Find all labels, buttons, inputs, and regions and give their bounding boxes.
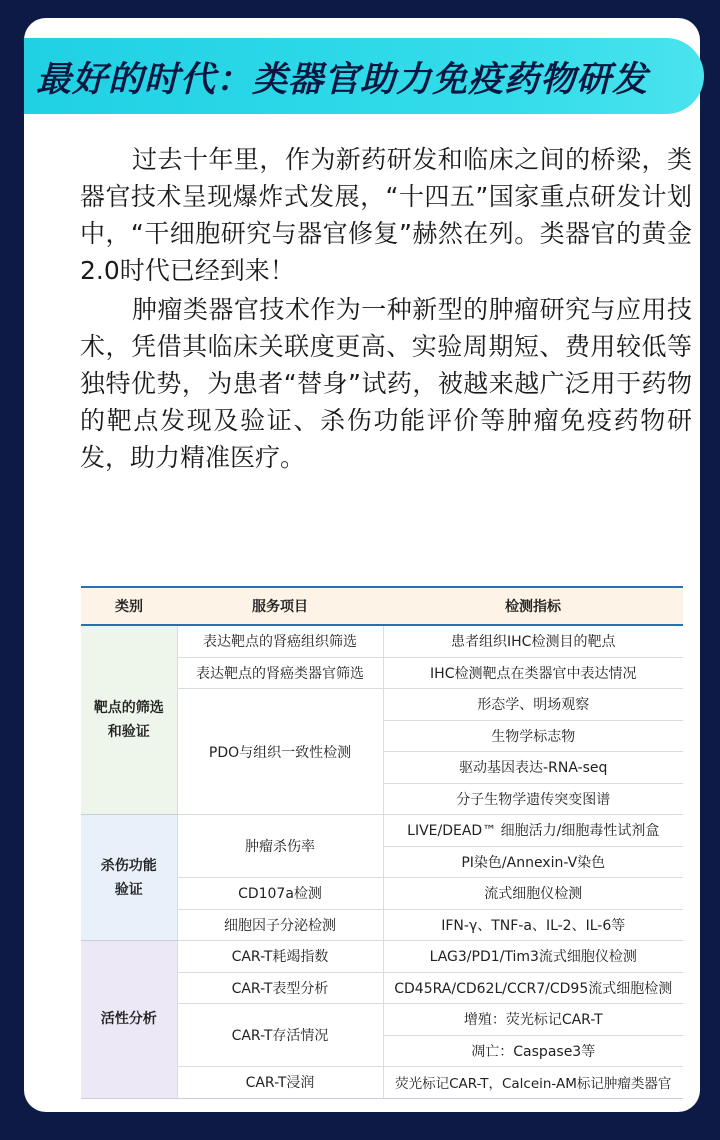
paragraph: 肿瘤类器官技术作为一种新型的肿瘤研究与应用技术，凭借其临床关联度更高、实验周期短、费用较低等独特优势，为患者“替身”试药，被越来越广泛用于药物的靶点发现及验证、杀伤功能评价等肿瘤免疫药物研发，助力精准医疗。 xyxy=(80,295,692,472)
indicator-cell: PI染色/Annexin-V染色 xyxy=(383,846,683,878)
header-service: 服务项目 xyxy=(177,587,383,625)
indicator-cell: IFN-γ、TNF-a、IL-2、IL-6等 xyxy=(383,909,683,941)
indicator-cell: 分子生物学遗传突变图谱 xyxy=(383,783,683,815)
service-cell: CD107a检测 xyxy=(177,878,383,910)
indicator-cell: CD45RA/CD62L/CCR7/CD95流式细胞检测 xyxy=(383,972,683,1004)
indicator-cell: LAG3/PD1/Tim3流式细胞仪检测 xyxy=(383,941,683,973)
table-row xyxy=(81,941,683,973)
service-table-container xyxy=(81,586,683,1099)
service-cell: CAR-T耗竭指数 xyxy=(177,941,383,973)
service-cell: 细胞因子分泌检测 xyxy=(177,909,383,941)
category-cell: 靶点的筛选和验证 xyxy=(81,625,177,815)
category-cell: 杀伤功能验证 xyxy=(81,815,177,941)
service-table xyxy=(81,586,683,1099)
indicator-cell: LIVE/DEAD™ 细胞活力/细胞毒性试剂盒 xyxy=(383,815,683,847)
title-banner xyxy=(24,38,704,114)
paragraph: 过去十年里，作为新药研发和临床之间的桥梁，类器官技术呈现爆炸式发展，“十四五”国家重点研发计划中，“干细胞研究与器官修复”赫然在列。类器官的黄金2.0时代已经到来！ xyxy=(80,145,692,285)
service-cell: CAR-T表型分析 xyxy=(177,972,383,1004)
header-indicator: 检测指标 xyxy=(383,587,683,625)
indicator-cell: 驱动基因表达-RNA-seq xyxy=(383,752,683,784)
category-cell: 活性分析 xyxy=(81,941,177,1099)
indicator-cell: 荧光标记CAR-T，Calcein-AM标记肿瘤类器官 xyxy=(383,1067,683,1099)
table-header-row xyxy=(81,587,683,625)
indicator-cell: 患者组织IHC检测目的靶点 xyxy=(383,625,683,657)
table-row xyxy=(81,625,683,657)
content-card xyxy=(24,18,700,1112)
header-category: 类别 xyxy=(81,587,177,625)
service-cell: PDO与组织一致性检测 xyxy=(177,689,383,815)
service-cell: 肿瘤杀伤率 xyxy=(177,815,383,878)
indicator-cell: IHC检测靶点在类器官中表达情况 xyxy=(383,657,683,689)
indicator-cell: 生物学标志物 xyxy=(383,720,683,752)
indicator-cell: 流式细胞仪检测 xyxy=(383,878,683,910)
service-cell: CAR-T存活情况 xyxy=(177,1004,383,1067)
page-title: 最好的时代：类器官助力免疫药物研发 xyxy=(36,60,649,100)
intro-text xyxy=(80,141,692,478)
indicator-cell: 凋亡：Caspase3等 xyxy=(383,1035,683,1067)
service-cell: 表达靶点的肾癌组织筛选 xyxy=(177,625,383,657)
table-row xyxy=(81,815,683,847)
indicator-cell: 形态学、明场观察 xyxy=(383,689,683,721)
indicator-cell: 增殖：荧光标记CAR-T xyxy=(383,1004,683,1036)
service-cell: CAR-T浸润 xyxy=(177,1067,383,1099)
service-cell: 表达靶点的肾癌类器官筛选 xyxy=(177,657,383,689)
